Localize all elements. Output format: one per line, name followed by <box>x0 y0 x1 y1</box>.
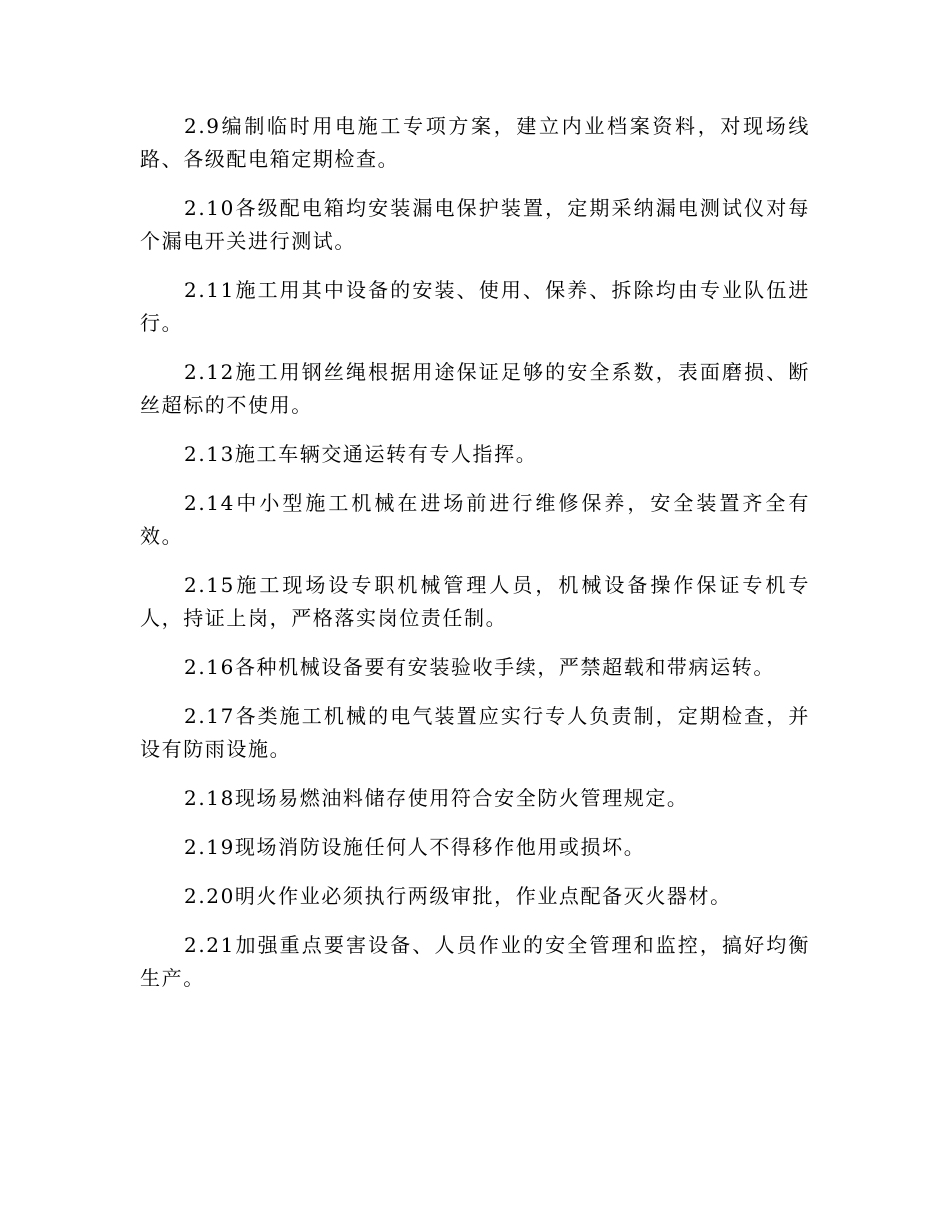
paragraph-2-15: 2.15施工现场设专职机械管理人员，机械设备操作保证专机专人，持证上岗，严格落实岗位责任制。 <box>140 573 810 630</box>
paragraph-2-11: 2.11施工用其中设备的安装、使用、保养、拆除均由专业队伍进行。 <box>140 278 810 335</box>
paragraph-2-10: 2.10各级配电箱均安装漏电保护装置，定期采纳漏电测试仪对每个漏电开关进行测试。 <box>140 196 810 253</box>
paragraph-2-9: 2.9编制临时用电施工专项方案，建立内业档案资料，对现场线路、各级配电箱定期检查。 <box>140 114 810 171</box>
paragraph-2-20: 2.20明火作业必须执行两级审批，作业点配备灭火器材。 <box>184 884 732 908</box>
paragraph-2-21: 2.21加强重点要害设备、人员作业的安全管理和监控，搞好均衡生产。 <box>140 933 810 990</box>
paragraph-2-18: 2.18现场易燃油料储存使用符合安全防火管理规定。 <box>184 786 689 810</box>
paragraph-2-14: 2.14中小型施工机械在进场前进行维修保养，安全装置齐全有效。 <box>140 491 810 548</box>
paragraph-2-16: 2.16各种机械设备要有安装验收手续，严禁超载和带病运转。 <box>184 655 775 679</box>
paragraph-2-13: 2.13施工车辆交通运转有专人指挥。 <box>184 442 538 466</box>
paragraph-2-12: 2.12施工用钢丝绳根据用途保证足够的安全系数，表面磨损、断丝超标的不使用。 <box>140 360 810 417</box>
paragraph-2-19: 2.19现场消防设施任何人不得移作他用或损坏。 <box>184 835 646 859</box>
document-body <box>140 110 810 1011</box>
paragraph-2-17: 2.17各类施工机械的电气装置应实行专人负责制，定期检查，并设有防雨设施。 <box>140 704 810 761</box>
